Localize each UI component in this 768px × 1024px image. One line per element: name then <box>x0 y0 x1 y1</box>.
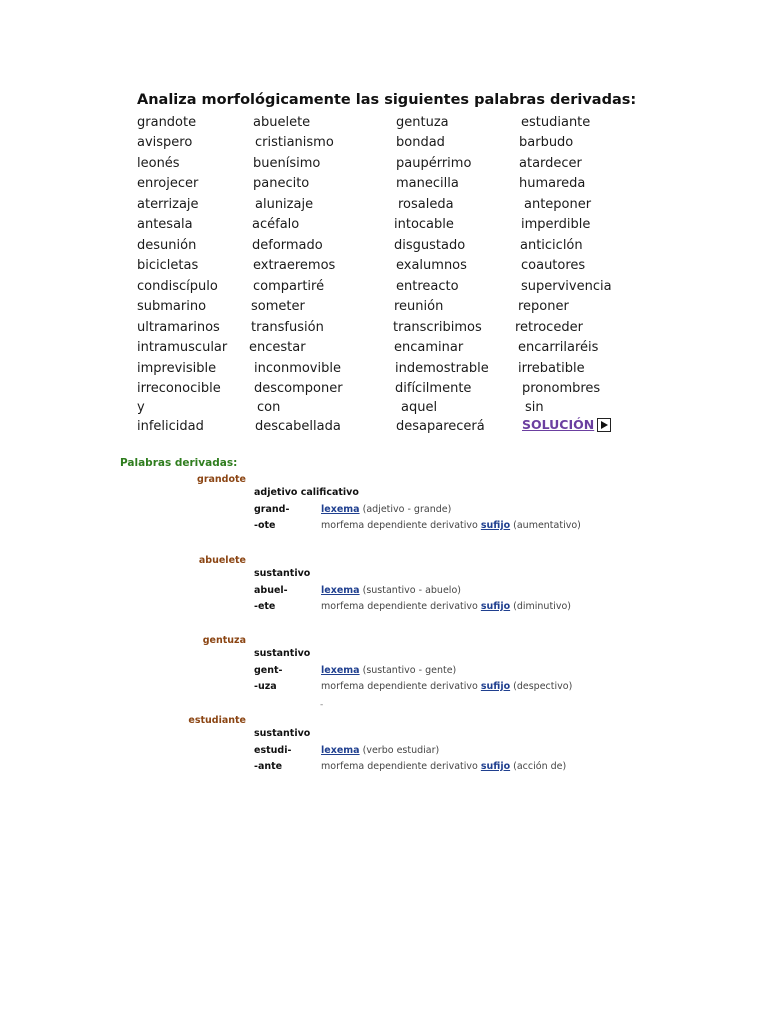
exercise-title: Analiza morfológicamente las siguientes palabras derivadas: <box>137 92 637 108</box>
word-item: reponer <box>518 299 569 314</box>
word-item: retroceder <box>515 320 583 335</box>
word-item: entreacto <box>396 279 459 294</box>
word-item: gentuza <box>396 115 449 130</box>
suffix-description <box>321 761 566 772</box>
word-item: compartiré <box>253 279 325 294</box>
lexeme-part: gent- <box>254 665 283 676</box>
word-item: estudiante <box>521 115 591 130</box>
word-item: rosaleda <box>398 197 454 212</box>
word-item: transfusión <box>251 320 324 335</box>
word-item: y <box>137 400 145 415</box>
suffix-description <box>321 601 571 612</box>
word-item: manecilla <box>396 176 459 191</box>
word-item: antesala <box>137 217 193 232</box>
word-item: grandote <box>137 115 197 130</box>
lexeme-description <box>321 745 439 756</box>
word-item: paupérrimo <box>396 156 472 171</box>
lexeme-note: (sustantivo - gente) <box>362 665 457 676</box>
word-type: sustantivo <box>254 568 311 579</box>
word-type: adjetivo calificativo <box>254 487 359 498</box>
lexeme-link[interactable]: lexema <box>321 745 360 756</box>
entry-word: gentuza <box>202 635 246 646</box>
word-item: bondad <box>396 135 445 150</box>
word-item: imprevisible <box>137 361 217 376</box>
lexeme-link[interactable]: lexema <box>321 665 360 676</box>
word-item: con <box>257 400 281 415</box>
suffix-desc-text: morfema dependiente derivativo <box>321 601 478 612</box>
suffix-part: -uza <box>254 681 277 692</box>
lexeme-part: grand- <box>254 504 290 515</box>
play-icon[interactable] <box>597 418 611 432</box>
lexeme-link[interactable]: lexema <box>321 585 360 596</box>
word-item: aterrizaje <box>137 197 199 212</box>
word-item: extraeremos <box>253 258 336 273</box>
word-type: sustantivo <box>254 648 311 659</box>
word-item: bicicletas <box>137 258 199 273</box>
word-item: barbudo <box>519 135 574 150</box>
word-item: intramuscular <box>137 340 228 355</box>
word-item: abuelete <box>253 115 311 130</box>
entry-word: abuelete <box>198 555 246 566</box>
suffix-link[interactable]: sufijo <box>480 601 511 612</box>
suffix-desc-text: morfema dependiente derivativo <box>321 520 478 531</box>
suffix-link[interactable]: sufijo <box>480 681 511 692</box>
word-item: imperdible <box>521 217 591 232</box>
word-item: encestar <box>249 340 306 355</box>
word-item: intocable <box>394 217 454 232</box>
word-item: enrojecer <box>137 176 199 191</box>
word-item: reunión <box>394 299 444 314</box>
word-item: alunizaje <box>255 197 314 212</box>
word-item: atardecer <box>519 156 582 171</box>
word-item: supervivencia <box>521 279 612 294</box>
word-item: encaminar <box>394 340 464 355</box>
word-item: someter <box>251 299 305 314</box>
lexeme-link[interactable]: lexema <box>321 504 360 515</box>
word-item: aquel <box>401 400 438 415</box>
suffix-desc-text: morfema dependiente derivativo <box>321 761 478 772</box>
word-item: condiscípulo <box>137 279 218 294</box>
word-item: indemostrable <box>395 361 489 376</box>
lexeme-note: (sustantivo - abuelo) <box>362 585 461 596</box>
solution-link[interactable]: SOLUCIÓN <box>522 417 595 432</box>
suffix-part: -ante <box>254 761 283 772</box>
word-item: infelicidad <box>137 419 204 434</box>
lexeme-description <box>321 665 456 676</box>
suffix-note: (acción de) <box>513 761 567 772</box>
word-item: disgustado <box>394 238 466 253</box>
word-item: cristianismo <box>255 135 334 150</box>
lexeme-note: (verbo estudiar) <box>362 745 440 756</box>
word-item: avispero <box>137 135 193 150</box>
suffix-desc-text: morfema dependiente derivativo <box>321 681 478 692</box>
lexeme-part: estudi- <box>254 745 292 756</box>
entry-word: estudiante <box>188 715 246 726</box>
word-item: humareda <box>519 176 586 191</box>
word-type: sustantivo <box>254 728 311 739</box>
word-item: irreconocible <box>137 381 221 396</box>
word-item: encarrilaréis <box>518 340 599 355</box>
suffix-note: (aumentativo) <box>513 520 581 531</box>
word-item: buenísimo <box>253 156 321 171</box>
suffix-part: -ete <box>254 601 276 612</box>
stray-mark: - <box>320 700 324 710</box>
word-item: panecito <box>253 176 310 191</box>
word-item: descabellada <box>255 419 341 434</box>
suffix-description <box>321 681 572 692</box>
suffix-note: (despectivo) <box>513 681 573 692</box>
word-item: transcribimos <box>393 320 482 335</box>
word-item: exalumnos <box>396 258 467 273</box>
word-item: inconmovible <box>254 361 341 376</box>
lexeme-description <box>321 504 451 515</box>
word-item: difícilmente <box>395 381 472 396</box>
word-item: irrebatible <box>518 361 585 376</box>
word-grid <box>0 0 768 440</box>
entry-word: grandote <box>197 474 246 485</box>
word-item: coautores <box>521 258 586 273</box>
word-item: acéfalo <box>252 217 300 232</box>
suffix-description <box>321 520 581 531</box>
word-item: ultramarinos <box>137 320 220 335</box>
word-item: descomponer <box>254 381 343 396</box>
lexeme-description <box>321 585 461 596</box>
lexeme-part: abuel- <box>254 585 288 596</box>
suffix-part: -ote <box>254 520 276 531</box>
word-item: desaparecerá <box>396 419 485 434</box>
word-item: deformado <box>252 238 323 253</box>
word-item: anticiclón <box>520 238 583 253</box>
suffix-note: (diminutivo) <box>513 601 571 612</box>
word-item: leonés <box>137 156 180 171</box>
word-item: desunión <box>137 238 197 253</box>
word-item: sin <box>525 400 544 415</box>
suffix-link[interactable]: sufijo <box>480 761 511 772</box>
word-item: anteponer <box>524 197 592 212</box>
lexeme-note: (adjetivo - grande) <box>362 504 452 515</box>
suffix-link[interactable]: sufijo <box>480 520 511 531</box>
word-item: pronombres <box>522 381 601 396</box>
word-item: submarino <box>137 299 207 314</box>
section-title: Palabras derivadas: <box>120 457 238 469</box>
solution-link-group[interactable] <box>522 417 611 432</box>
